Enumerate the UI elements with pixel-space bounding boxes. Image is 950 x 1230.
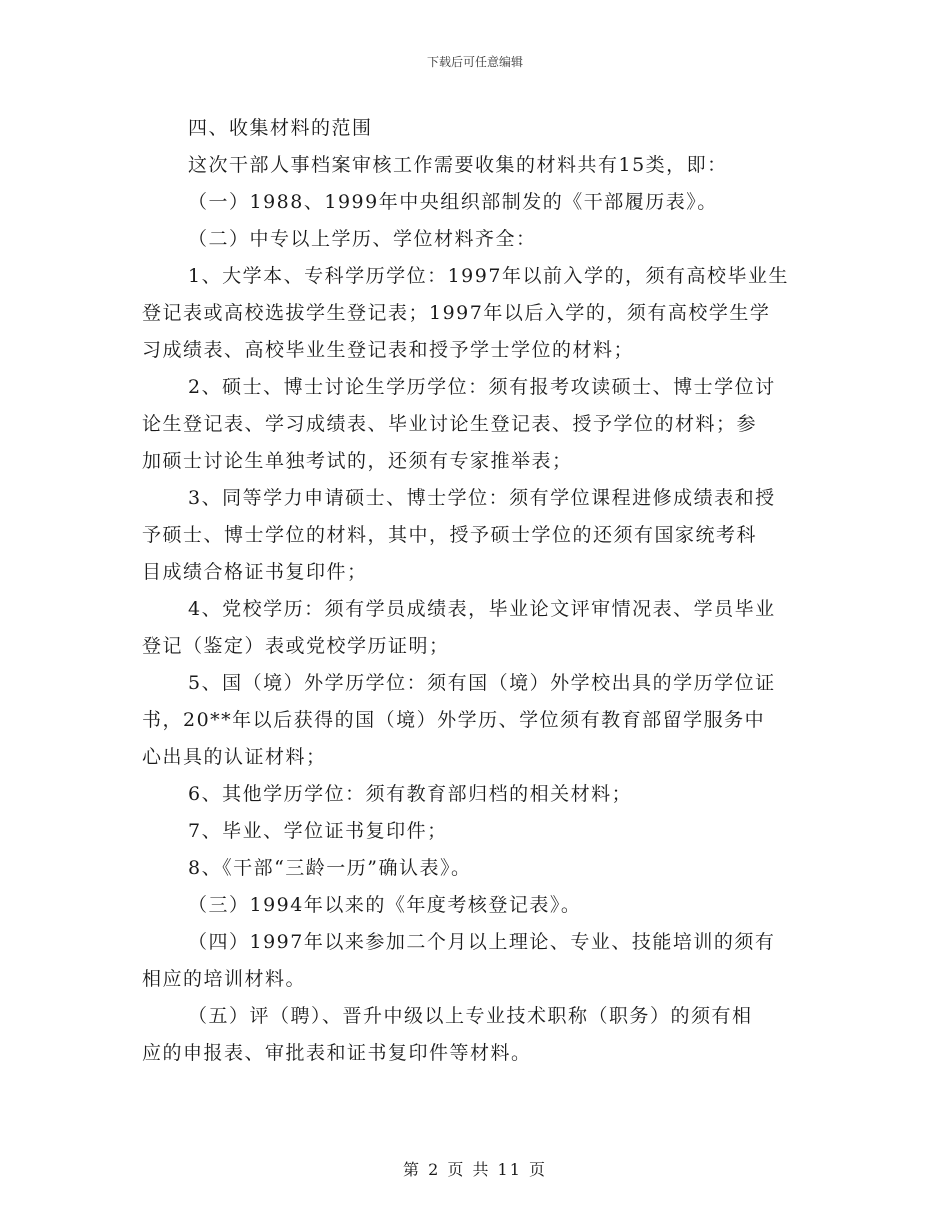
document-body bbox=[142, 110, 810, 1072]
text-line: 8、《干部“三龄一历”确认表》。 bbox=[188, 857, 472, 879]
text-line: 加硕士讨论生单独考试的，还须有专家推举表； bbox=[142, 450, 573, 472]
text-line: 4、党校学历：须有学员成绩表，毕业论文评审情况表、学员毕业 bbox=[188, 598, 776, 620]
text-line: （四）1997年以来参加二个月以上理论、专业、技能培训的须有 bbox=[188, 931, 776, 953]
text-line: 书，20**年以后获得的国（境）外学历、学位须有教育部留学服务中 bbox=[142, 709, 766, 731]
text-line: 7、毕业、学位证书复印件； bbox=[188, 820, 448, 842]
text-line: 相应的培训材料。 bbox=[142, 968, 307, 990]
text-line: 2、硕士、博士讨论生学历学位：须有报考攻读硕士、博士学位讨 bbox=[188, 376, 776, 398]
text-line: 3、同等学力申请硕士、博士学位：须有学位课程进修成绩表和授 bbox=[188, 487, 776, 509]
page-number: 第 2 页 共 11 页 bbox=[403, 1160, 547, 1179]
text-line: 应的申报表、审批表和证书复印件等材料。 bbox=[142, 1042, 532, 1064]
text-line: 习成绩表、高校毕业生登记表和授予学士学位的材料； bbox=[142, 339, 635, 361]
text-line: 论生登记表、学习成绩表、毕业讨论生登记表、授予学位的材料；参 bbox=[142, 413, 758, 435]
text-line: 5、国（境）外学历学位：须有国（境）外学校出具的学历学位证 bbox=[188, 672, 776, 694]
text-line: 1、大学本、专科学历学位：1997年以前入学的，须有高校毕业生 bbox=[188, 265, 789, 287]
text-line: （五）评（聘）、晋升中级以上专业技术职称（职务）的须有相 bbox=[188, 1005, 753, 1027]
text-line: （三）1994年以来的《年度考核登记表》。 bbox=[188, 894, 582, 916]
text-line: 6、其他学历学位：须有教育部归档的相关材料； bbox=[188, 783, 633, 805]
page-header: 下载后可任意编辑 bbox=[426, 55, 523, 69]
text-line: 四、收集材料的范围 bbox=[188, 117, 373, 139]
text-line: 心出具的认证材料； bbox=[142, 746, 327, 768]
text-line: 这次干部人事档案审核工作需要收集的材料共有15类，即： bbox=[188, 154, 728, 176]
text-line: （二）中专以上学历、学位材料齐全： bbox=[188, 228, 537, 250]
text-line: 目成绩合格证书复印件； bbox=[142, 561, 368, 583]
text-line: 予硕士、博士学位的材料，其中，授予硕士学位的还须有国家统考科 bbox=[142, 524, 758, 546]
text-line: 登记表或高校选拔学生登记表；1997年以后入学的，须有高校学生学 bbox=[142, 302, 771, 324]
text-line: 登记（鉴定）表或党校学历证明； bbox=[142, 635, 450, 657]
text-line: （一）1988、1999年中央组织部制发的《干部履历表》。 bbox=[188, 191, 718, 213]
